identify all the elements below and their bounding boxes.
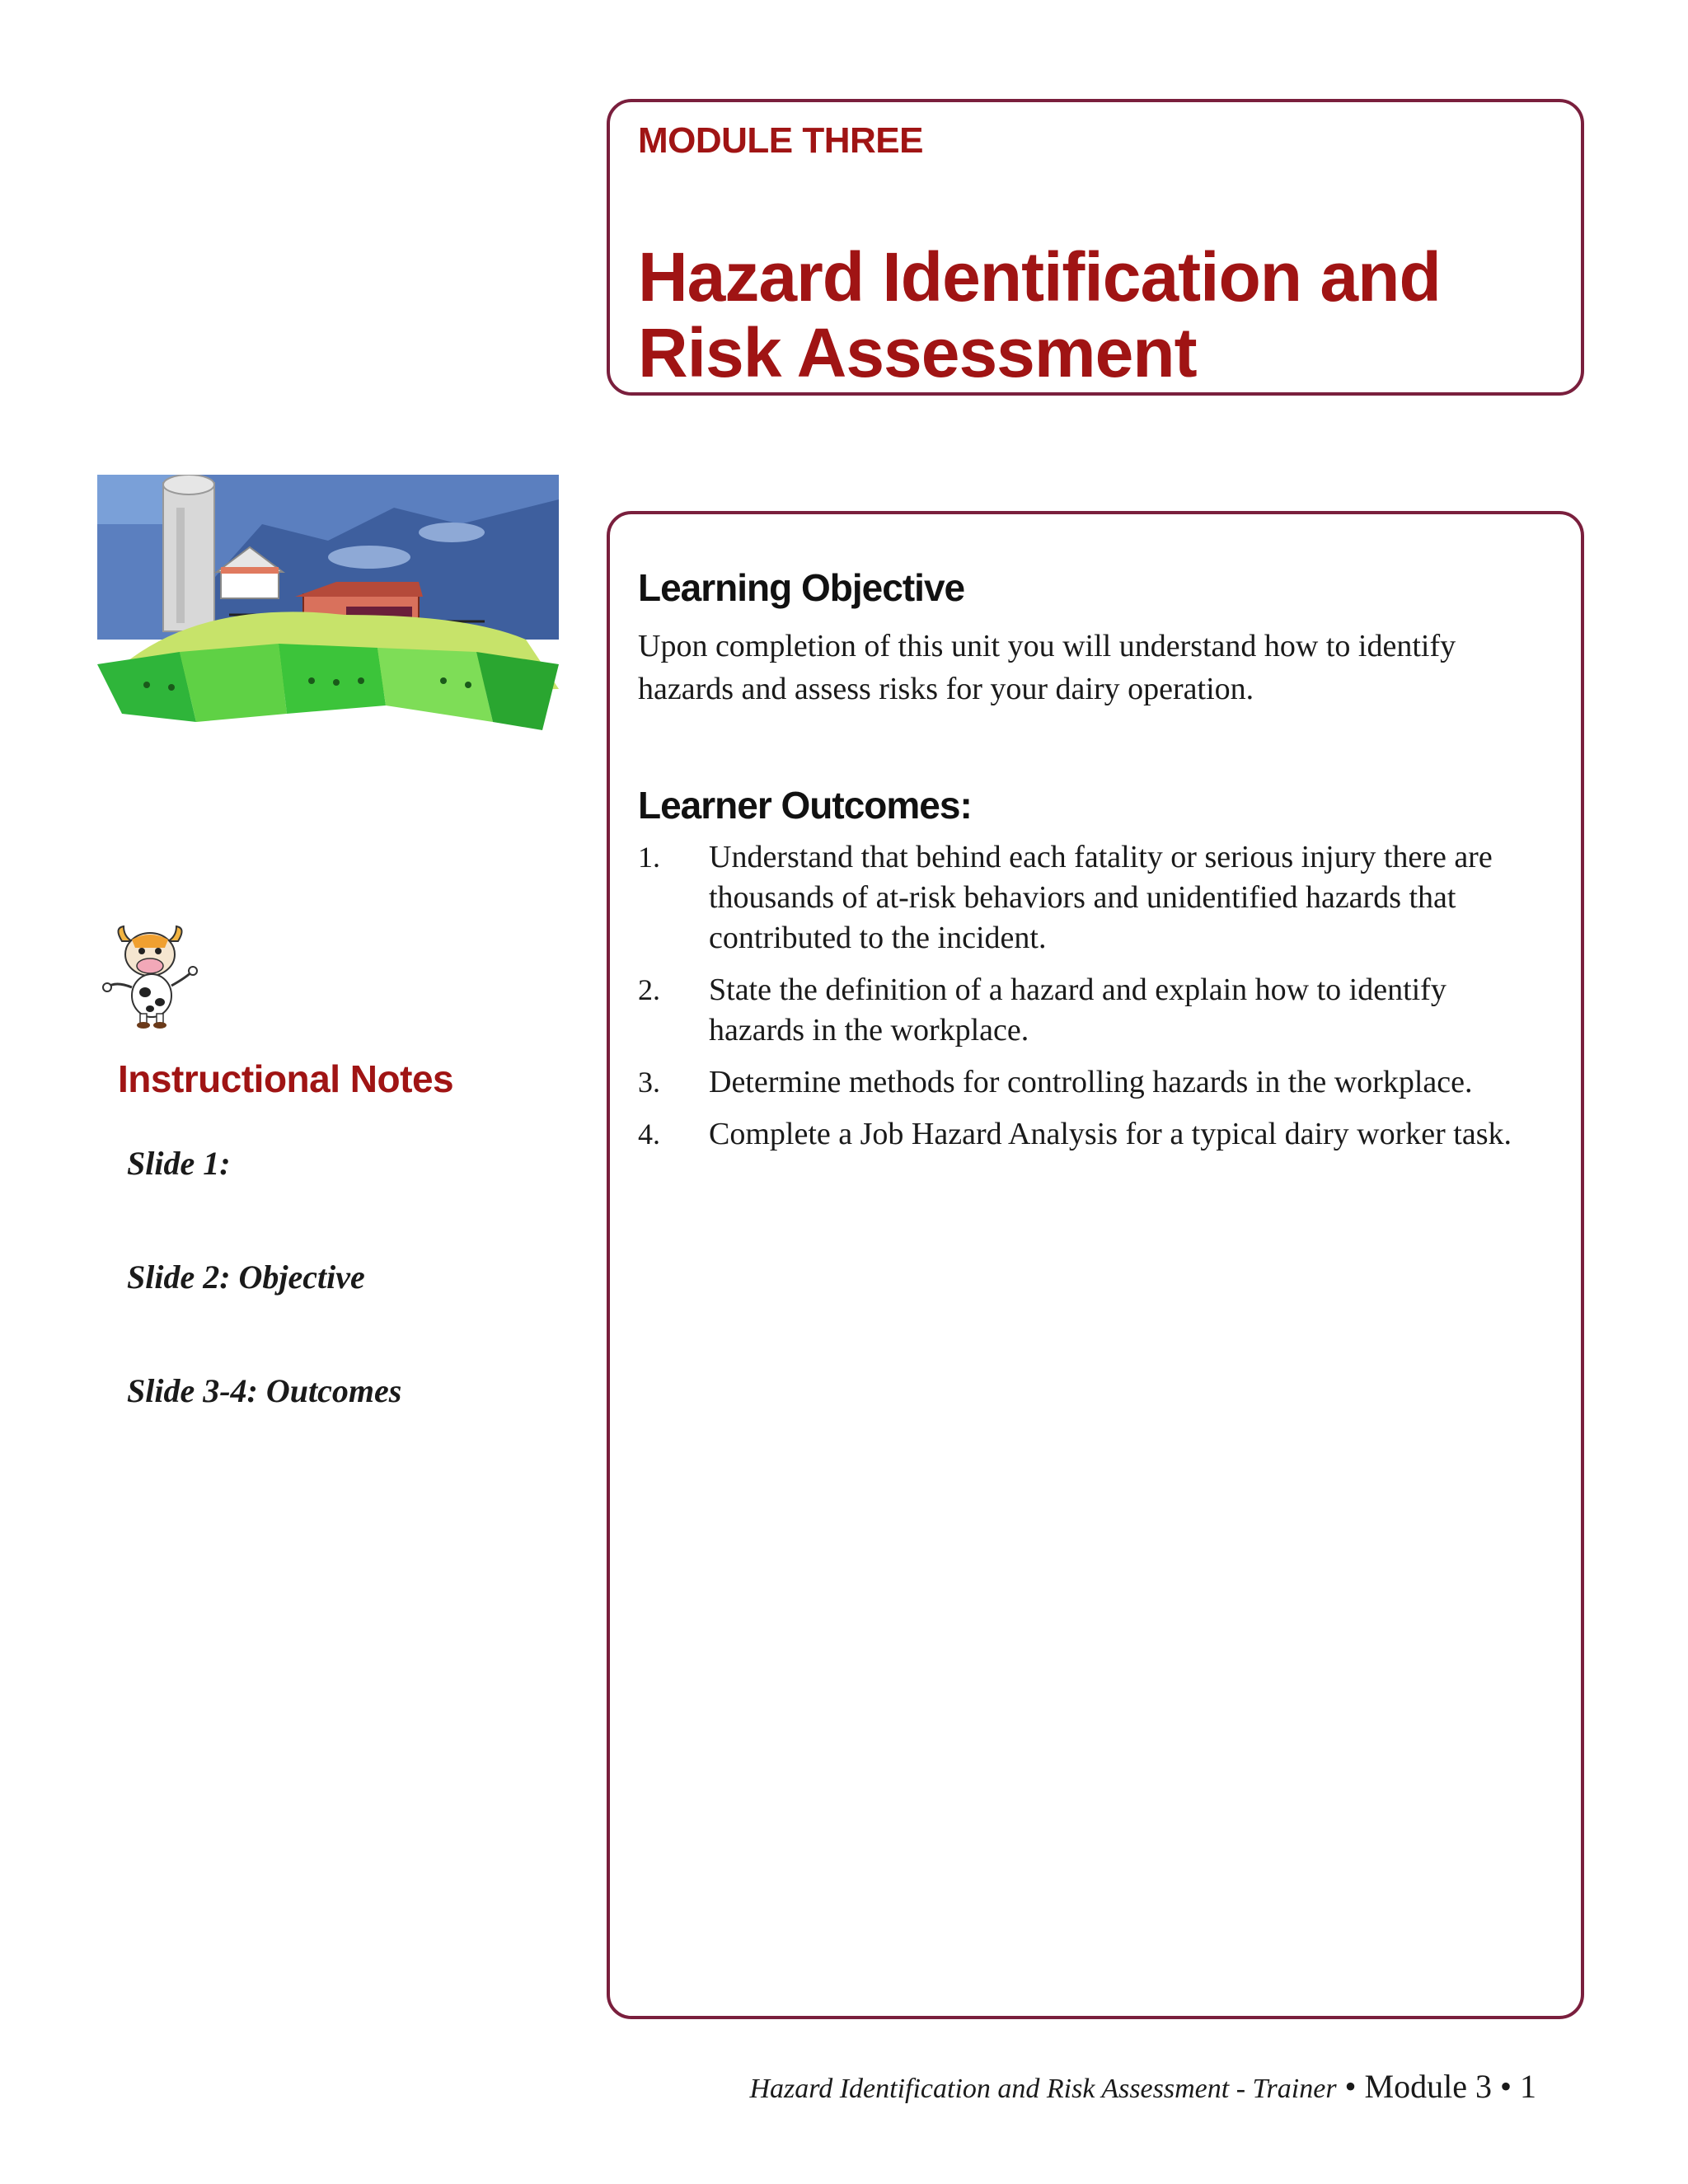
page-footer [749,2067,1536,2106]
learner-outcomes-heading: Learner Outcomes: [638,784,972,827]
cow-mascot-icon [99,923,201,1029]
outcome-item [638,1114,1545,1155]
outcome-list [638,837,1545,1166]
outcome-number: 1. [638,841,660,874]
module-label: MODULE THREE [638,120,923,161]
instructional-notes-heading: Instructional Notes [118,1057,454,1100]
footer-page-number: • Module 3 • 1 [1336,2068,1536,2105]
slide-note: Slide 2: Objective [127,1258,365,1296]
page-title-line-2: Risk Assessment [638,314,1197,391]
page-title [638,239,1441,391]
footer-doc-title: Hazard Identification and Risk Assessment - Trainer [749,2074,1337,2104]
outcome-number: 2. [638,973,660,1006]
outcome-text: Complete a Job Hazard Analysis for a typical dairy worker task. [709,1117,1512,1151]
outcome-number: 4. [638,1118,660,1151]
outcome-item [638,970,1545,1051]
outcome-item [638,837,1545,958]
slide-note: Slide 1: [127,1145,231,1182]
farm-illustration [97,475,560,730]
learning-objective-text: Upon completion of this unit you will understand how to identify hazards and assess risks for your dairy operation. [638,629,1456,706]
outcome-item [638,1062,1545,1103]
objective-box [607,511,1584,2019]
outcome-text: Determine methods for controlling hazards in the workplace. [709,1065,1473,1099]
page-title-line-1: Hazard Identification and [638,238,1441,316]
outcome-text: State the definition of a hazard and explain how to identify hazards in the workplace. [709,972,1447,1047]
slide-note: Slide 3-4: Outcomes [127,1372,402,1409]
outcome-text: Understand that behind each fatality or serious injury there are thousands of at-risk behaviors and unidentified hazards that contributed to the incident. [709,840,1493,955]
learning-objective-heading: Learning Objective [638,566,965,609]
outcome-number: 3. [638,1066,660,1099]
